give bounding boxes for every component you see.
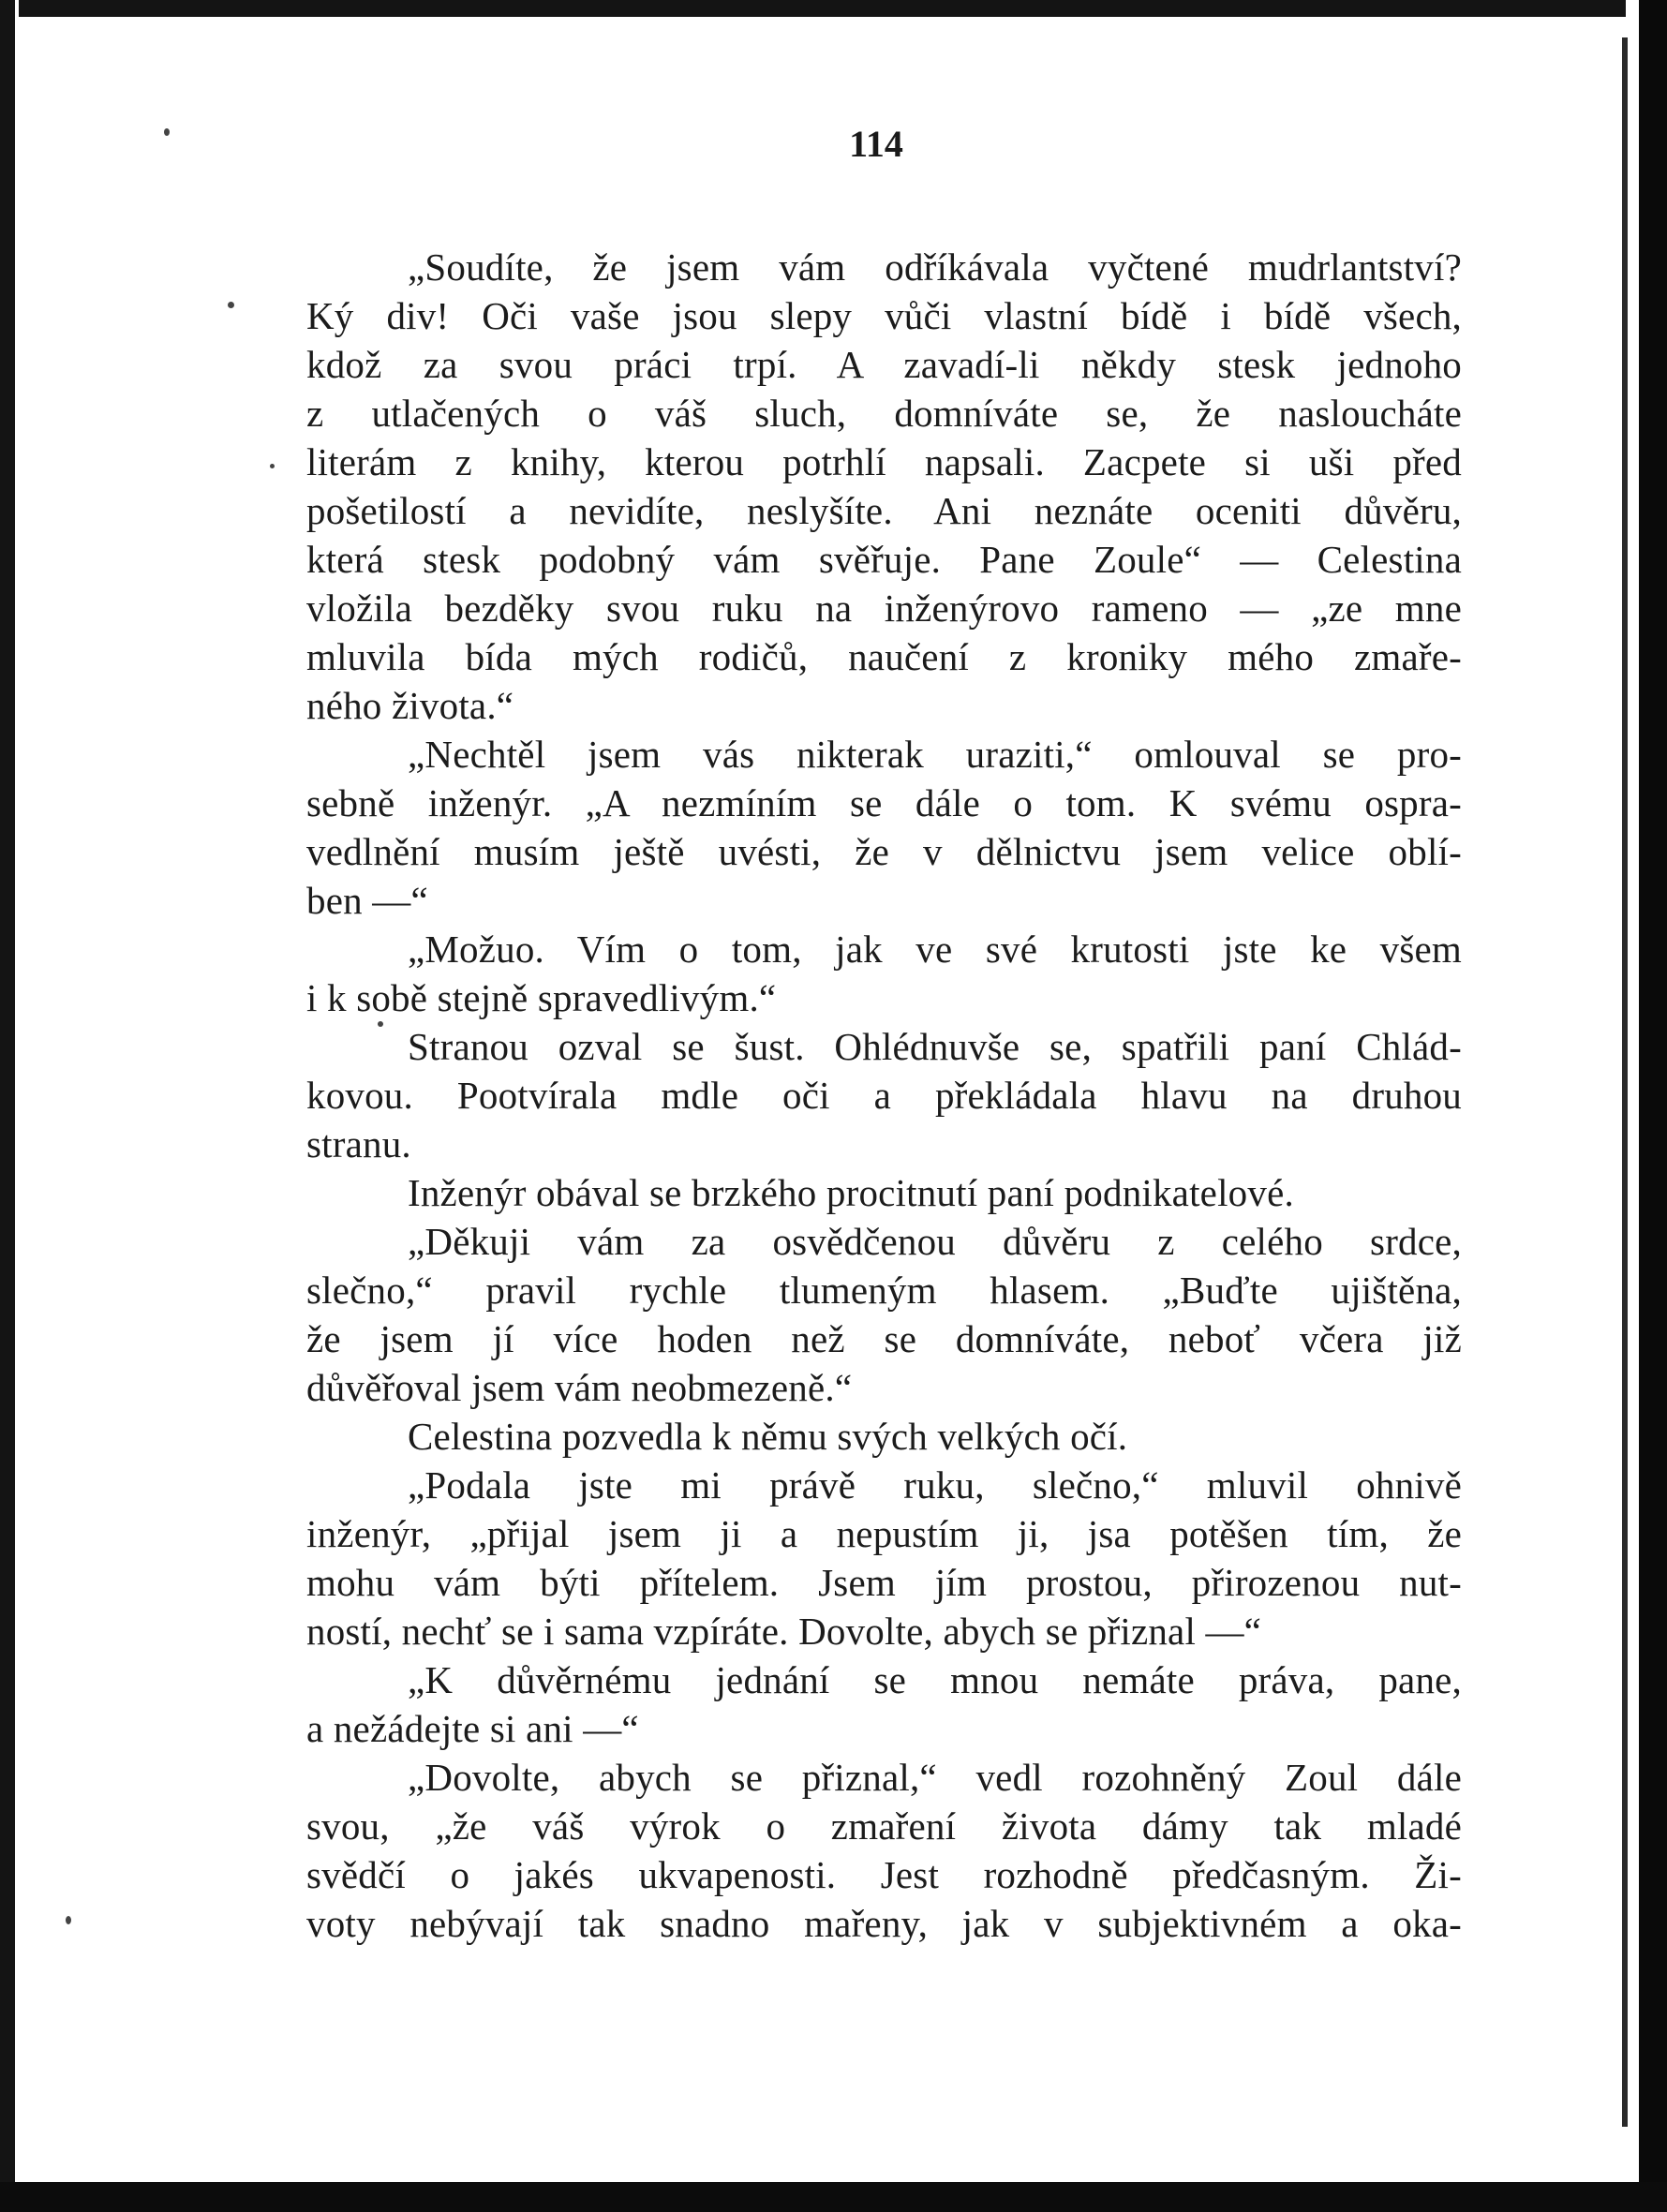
text-line: „Dovolte, abych se přiznal,“ vedl rozohněný Zoul dále — [408, 1756, 1462, 1799]
text-line: ben —“ — [306, 879, 428, 922]
text-line: kdož za svou práci trpí. A zavadí-li někdy stesk jednoho — [306, 343, 1462, 386]
text-line: mohu vám býti přítelem. Jsem jím prostou, přirozenou nut- — [306, 1561, 1462, 1604]
page-number: 114 — [849, 123, 903, 165]
body-text — [306, 243, 1462, 1948]
text-line: která stesk podobný vám svěřuje. Pane Zoule“ — Celestina — [306, 538, 1462, 581]
scan-speck — [66, 1916, 71, 1924]
text-line: i k sobě stejně spravedlivým.“ — [306, 976, 777, 1019]
text-line: mluvila bída mých rodičů, naučení z kroniky mého zmaře- — [306, 635, 1462, 678]
scan-speck — [228, 302, 234, 308]
text-line: sebně inženýr. „A nezmíním se dále o tom. K svému ospra- — [306, 781, 1462, 824]
text-line: svědčí o jakés ukvapenosti. Jest rozhodně předčasným. Ži- — [306, 1853, 1462, 1896]
text-line: a nežádejte si ani —“ — [306, 1707, 639, 1750]
text-line: Celestina pozvedla k němu svých velkých očí. — [408, 1415, 1128, 1458]
text-line: stranu. — [306, 1122, 411, 1165]
scan-border-bottom — [0, 2182, 1667, 2212]
text-line: „Možuo. Vím o tom, jak ve své krutosti jste ke všem — [408, 928, 1462, 971]
scan-speck — [270, 464, 275, 468]
text-line: „Nechtěl jsem vás nikterak uraziti,“ omlouval se pro- — [408, 733, 1462, 776]
text-line: důvěřoval jsem vám neobmezeně.“ — [306, 1366, 853, 1409]
text-line: slečno,“ pravil rychle tlumeným hlasem. „Buďte ujištěna, — [306, 1269, 1462, 1312]
text-line: kovou. Pootvírala mdle oči a překládala hlavu na druhou — [306, 1074, 1462, 1117]
text-line: svou, „že váš výrok o zmaření života dámy tak mladé — [306, 1804, 1462, 1848]
scan-border-top — [19, 0, 1626, 17]
text-line: inženýr, „přijal jsem ji a nepustím ji, jsa potěšen tím, že — [306, 1512, 1462, 1555]
text-line: ností, nechť se i sama vzpíráte. Dovolte, abych se přiznal —“ — [306, 1610, 1262, 1653]
text-line: pošetilostí a nevidíte, neslyšíte. Ani neznáte oceniti důvěru, — [306, 489, 1462, 532]
text-line: z utlačených o váš sluch, domníváte se, že nasloucháte — [306, 392, 1462, 435]
text-line: literám z knihy, kterou potrhlí napsali. Zacpete si uši před — [306, 440, 1462, 483]
text-line: „Podala jste mi právě ruku, slečno,“ mluvil ohnivě — [408, 1463, 1462, 1507]
text-line: „Děkuji vám za osvědčenou důvěru z celého srdce, — [408, 1220, 1462, 1263]
text-line: Inženýr obával se brzkého procitnutí paní podnikatelové. — [408, 1171, 1294, 1214]
text-line: vložila bezděky svou ruku na inženýrovo rameno — „ze mne — [306, 586, 1462, 630]
text-line: „K důvěrnému jednání se mnou nemáte práva, pane, — [408, 1658, 1462, 1701]
page-edge-shadow — [1622, 37, 1628, 2127]
text-line: voty nebývají tak snadno mařeny, jak v subjektivném a oka- — [306, 1902, 1462, 1945]
text-line: Stranou ozval se šust. Ohlédnuvše se, spatřili paní Chlád- — [408, 1025, 1462, 1068]
text-line: vedlnění musím ještě uvésti, že v dělnictvu jsem velice oblí- — [306, 830, 1462, 873]
text-line: že jsem jí více hoden než se domníváte, neboť včera již — [306, 1317, 1462, 1360]
text-line: „Soudíte, že jsem vám odříkávala vyčtené mudrlantství? — [408, 245, 1462, 289]
text-line: Ký div! Oči vaše jsou slepy vůči vlastní bídě i bídě všech, — [306, 294, 1462, 337]
scan-border-right — [1639, 0, 1667, 2212]
scan-border-left — [0, 0, 15, 2212]
text-line: ného života.“ — [306, 684, 514, 727]
